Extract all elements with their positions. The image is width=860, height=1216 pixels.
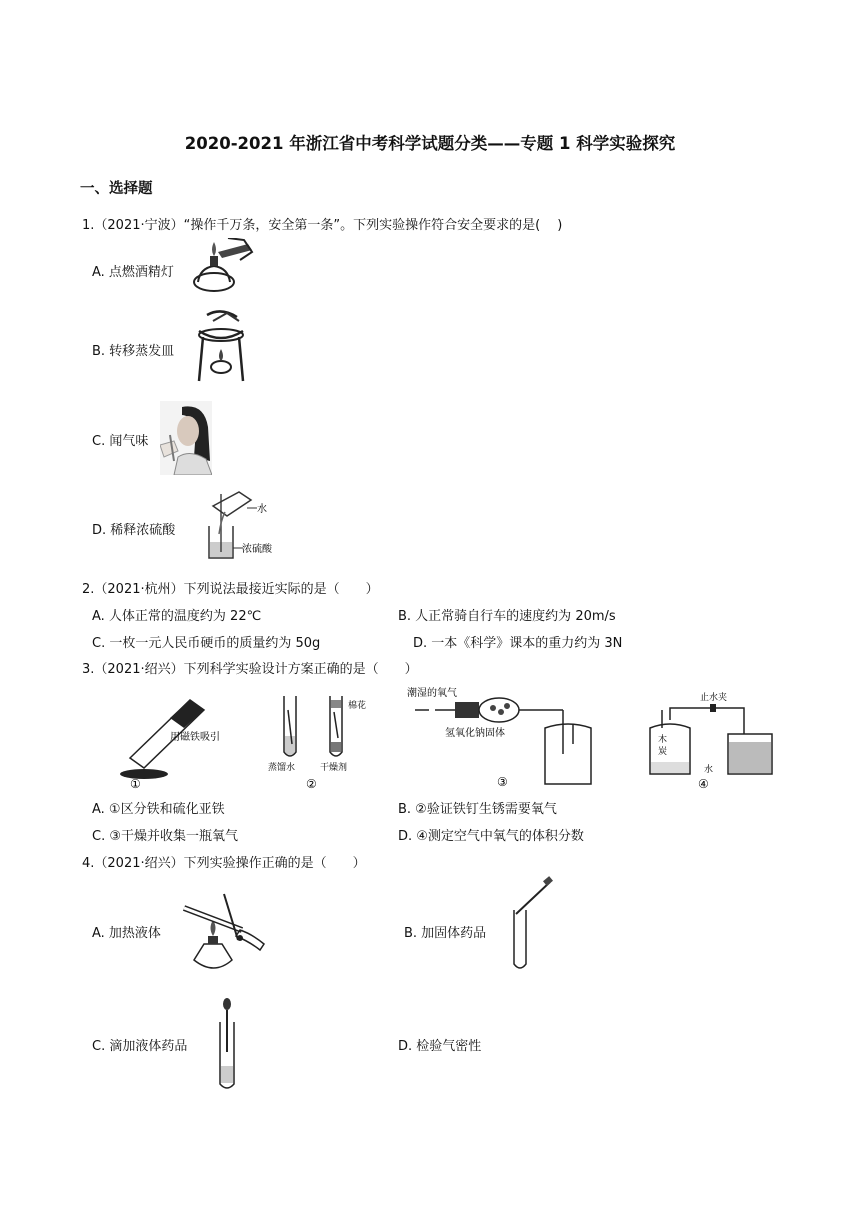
dropping-liquid-figure bbox=[212, 996, 242, 1096]
q2-option-b: B. 人正常骑自行车的速度约为 20m/s bbox=[398, 609, 616, 624]
q3-figure-4-oxygen-volume bbox=[644, 690, 784, 790]
q4-option-d: D. 检验气密性 bbox=[398, 1039, 482, 1054]
q3-option-c: C. ③干燥并收集一瓶氧气 bbox=[92, 829, 238, 844]
q1-option-c: C. 闻气味 bbox=[92, 434, 149, 449]
fig-label-naoh: 氢氧化钠固体 bbox=[445, 728, 505, 739]
fig-label-desiccant: 干燥剂 bbox=[320, 763, 348, 773]
fig-number-2: ② bbox=[306, 777, 317, 790]
question-2-stem: 2.（2021·杭州）下列说法最接近实际的是（ ） bbox=[82, 582, 379, 597]
q2-option-a: A. 人体正常的温度约为 22℃ bbox=[92, 609, 262, 624]
fig-label-wood: 木 bbox=[658, 735, 668, 745]
q4-option-c: C. 滴加液体药品 bbox=[92, 1039, 188, 1054]
adding-solid-figure bbox=[500, 876, 566, 972]
smelling-gas-photo-figure bbox=[160, 401, 212, 475]
q4-option-b: B. 加固体药品 bbox=[404, 926, 487, 941]
q3-option-a: A. ①区分铁和硫化亚铁 bbox=[92, 802, 225, 817]
fig-label-magnet: 用磁铁吸引 bbox=[170, 732, 220, 743]
question-4-stem: 4.（2021·绍兴）下列实验操作正确的是（ ） bbox=[82, 856, 366, 871]
fig-label-moist-oxygen: 潮湿的氧气 bbox=[407, 688, 457, 699]
fig-label-water: 水 bbox=[257, 504, 267, 515]
heating-liquid-figure bbox=[174, 880, 270, 980]
section-heading: 一、选择题 bbox=[80, 181, 153, 197]
question-1-stem: 1.（2021·宁波）“操作千万条，安全第一条”。下列实验操作符合安全要求的是( ) bbox=[82, 218, 563, 233]
fig-label-cotton: 棉花 bbox=[348, 701, 367, 711]
q3-figure-2-test-tubes bbox=[268, 690, 378, 790]
fig-label-charcoal: 炭 bbox=[658, 747, 668, 757]
fig-label-distilled-water: 蒸馏水 bbox=[268, 763, 296, 773]
fig-number-3: ③ bbox=[497, 775, 508, 789]
q3-figure-3-drying-tube bbox=[405, 684, 600, 790]
q1-option-b: B. 转移蒸发皿 bbox=[92, 344, 175, 359]
q3-option-b: B. ②验证铁钉生锈需要氧气 bbox=[398, 802, 557, 817]
dilute-sulfuric-acid-figure bbox=[195, 490, 275, 562]
fig-number-1: ① bbox=[130, 777, 141, 790]
q3-figure-1-magnet bbox=[110, 688, 260, 790]
fig-label-water-4: 水 bbox=[704, 765, 714, 775]
fig-number-4: ④ bbox=[698, 777, 709, 790]
q2-option-c: C. 一枚一元人民币硬币的质量约为 50g bbox=[92, 636, 321, 651]
q1-option-d: D. 稀释浓硫酸 bbox=[92, 523, 176, 538]
evaporating-dish-figure bbox=[193, 307, 249, 385]
q4-option-a: A. 加热液体 bbox=[92, 926, 161, 941]
question-3-stem: 3.（2021·绍兴）下列科学实验设计方案正确的是（ ） bbox=[82, 662, 418, 677]
fig-label-acid: 浓硫酸 bbox=[242, 544, 272, 555]
fig-label-clip: 止水夹 bbox=[700, 693, 728, 703]
alcohol-lamp-lighting-figure bbox=[188, 238, 256, 296]
q1-option-a: A. 点燃酒精灯 bbox=[92, 265, 174, 280]
q2-option-d: D. 一本《科学》课本的重力约为 3N bbox=[413, 636, 623, 651]
page-title: 2020-2021 年浙江省中考科学试题分类——专题 1 科学实验探究 bbox=[184, 134, 676, 153]
q3-option-d: D. ④测定空气中氧气的体积分数 bbox=[398, 829, 584, 844]
